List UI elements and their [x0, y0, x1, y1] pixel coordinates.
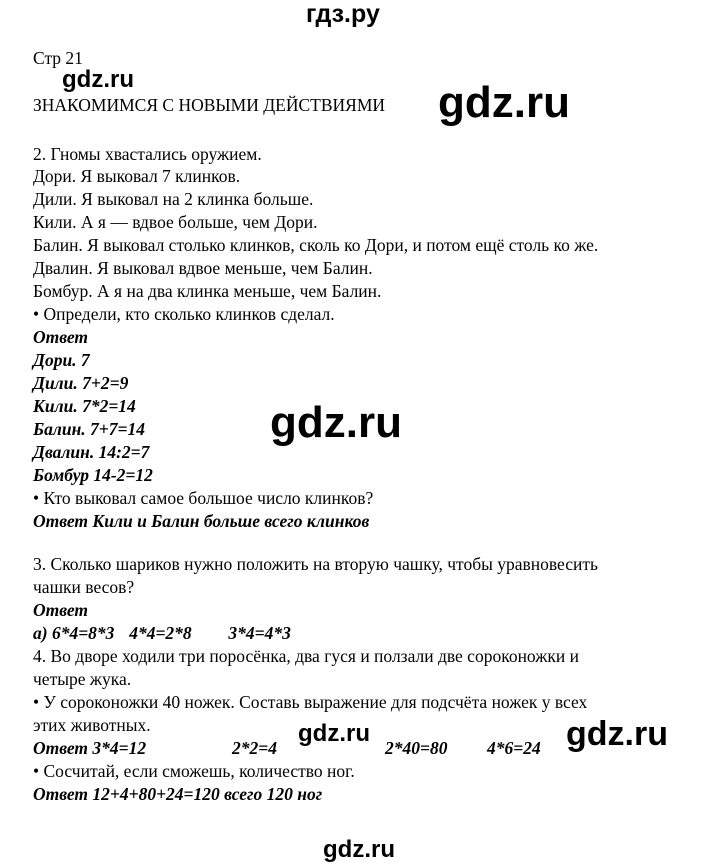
task4-question: • Сосчитай, если сможешь, количество ног. — [33, 761, 355, 781]
task2-answer: Кили. 7*2=14 — [33, 396, 136, 416]
task2-answer-label: Ответ — [33, 327, 89, 347]
task2-line: Дори. Я выковал 7 клинков. — [33, 166, 241, 186]
task4-answer-4: 4*6=24 — [487, 738, 541, 758]
watermark-small-1: gdz.ru — [62, 66, 134, 93]
task2-answer2: Ответ Кили и Балин больше всего клинков — [33, 511, 370, 531]
watermark-center: gdz.ru — [270, 398, 402, 447]
task3-answer-a: а) 6*4=8*3 — [33, 623, 115, 643]
task4-answer-3: 2*40=80 — [385, 738, 448, 758]
task4-answer-1: Ответ 3*4=12 — [33, 738, 147, 758]
task3-answer-b: 4*4=2*8 — [129, 623, 192, 643]
task4-line2: четыре жука. — [33, 669, 132, 689]
task2-answer: Балин. 7+7=14 — [33, 419, 145, 439]
task2-question: • Определи, кто сколько клинков сделал. — [33, 304, 335, 324]
watermark-footer: gdz.ru — [323, 836, 395, 863]
task4-line1: 4. Во дворе ходили три поросёнка, два гуся и ползали две сороконожки и — [33, 646, 579, 666]
task2-line: Двалин. Я выковал вдвое меньше, чем Балин. — [33, 258, 373, 278]
task4-answer-2: 2*2=4 — [232, 738, 277, 758]
watermark-large-2: gdz.ru — [566, 715, 668, 753]
task2-answer: Дори. 7 — [33, 350, 90, 370]
task3-line1: 3. Сколько шариков нужно положить на вторую чашку, чтобы уравновесить — [33, 554, 599, 574]
task3-answer-label: Ответ — [33, 600, 89, 620]
task3-answer-c: 3*4=4*3 — [228, 623, 291, 643]
section-title: ЗНАКОМИМСЯ С НОВЫМИ ДЕЙСТВИЯМИ — [33, 95, 386, 115]
task3-answer — [33, 622, 291, 644]
task2-answer: Двалин. 14:2=7 — [33, 442, 150, 462]
task3-line2: чашки весов? — [33, 577, 135, 597]
task4-line3: • У сороконожки 40 ножек. Составь выражение для подсчёта ножек у всех — [33, 692, 588, 712]
watermark-header: гдз.ру — [306, 0, 380, 28]
watermark-small-2: gdz.ru — [298, 720, 370, 747]
page-label: Стр 21 — [33, 48, 83, 68]
task2-line: Бомбур. А я на два клинка меньше, чем Балин. — [33, 281, 382, 301]
task2-line: Балин. Я выковал столько клинков, сколь ко Дори, и потом ещё столь ко же. — [33, 235, 599, 255]
task2-question2: • Кто выковал самое большое число клинков? — [33, 488, 374, 508]
watermark-large-1: gdz.ru — [438, 78, 570, 127]
task2-line: Дили. Я выковал на 2 клинка больше. — [33, 189, 314, 209]
task2-answer: Дили. 7+2=9 — [33, 373, 129, 393]
task2-answer: Бомбур 14-2=12 — [33, 465, 153, 485]
task4-line4: этих животных. — [33, 715, 151, 735]
task2-line: Кили. А я — вдвое больше, чем Дори. — [33, 212, 318, 232]
task2-title: 2. Гномы хвастались оружием. — [33, 144, 262, 164]
task4-answer-final: Ответ 12+4+80+24=120 всего 120 ног — [33, 784, 323, 804]
